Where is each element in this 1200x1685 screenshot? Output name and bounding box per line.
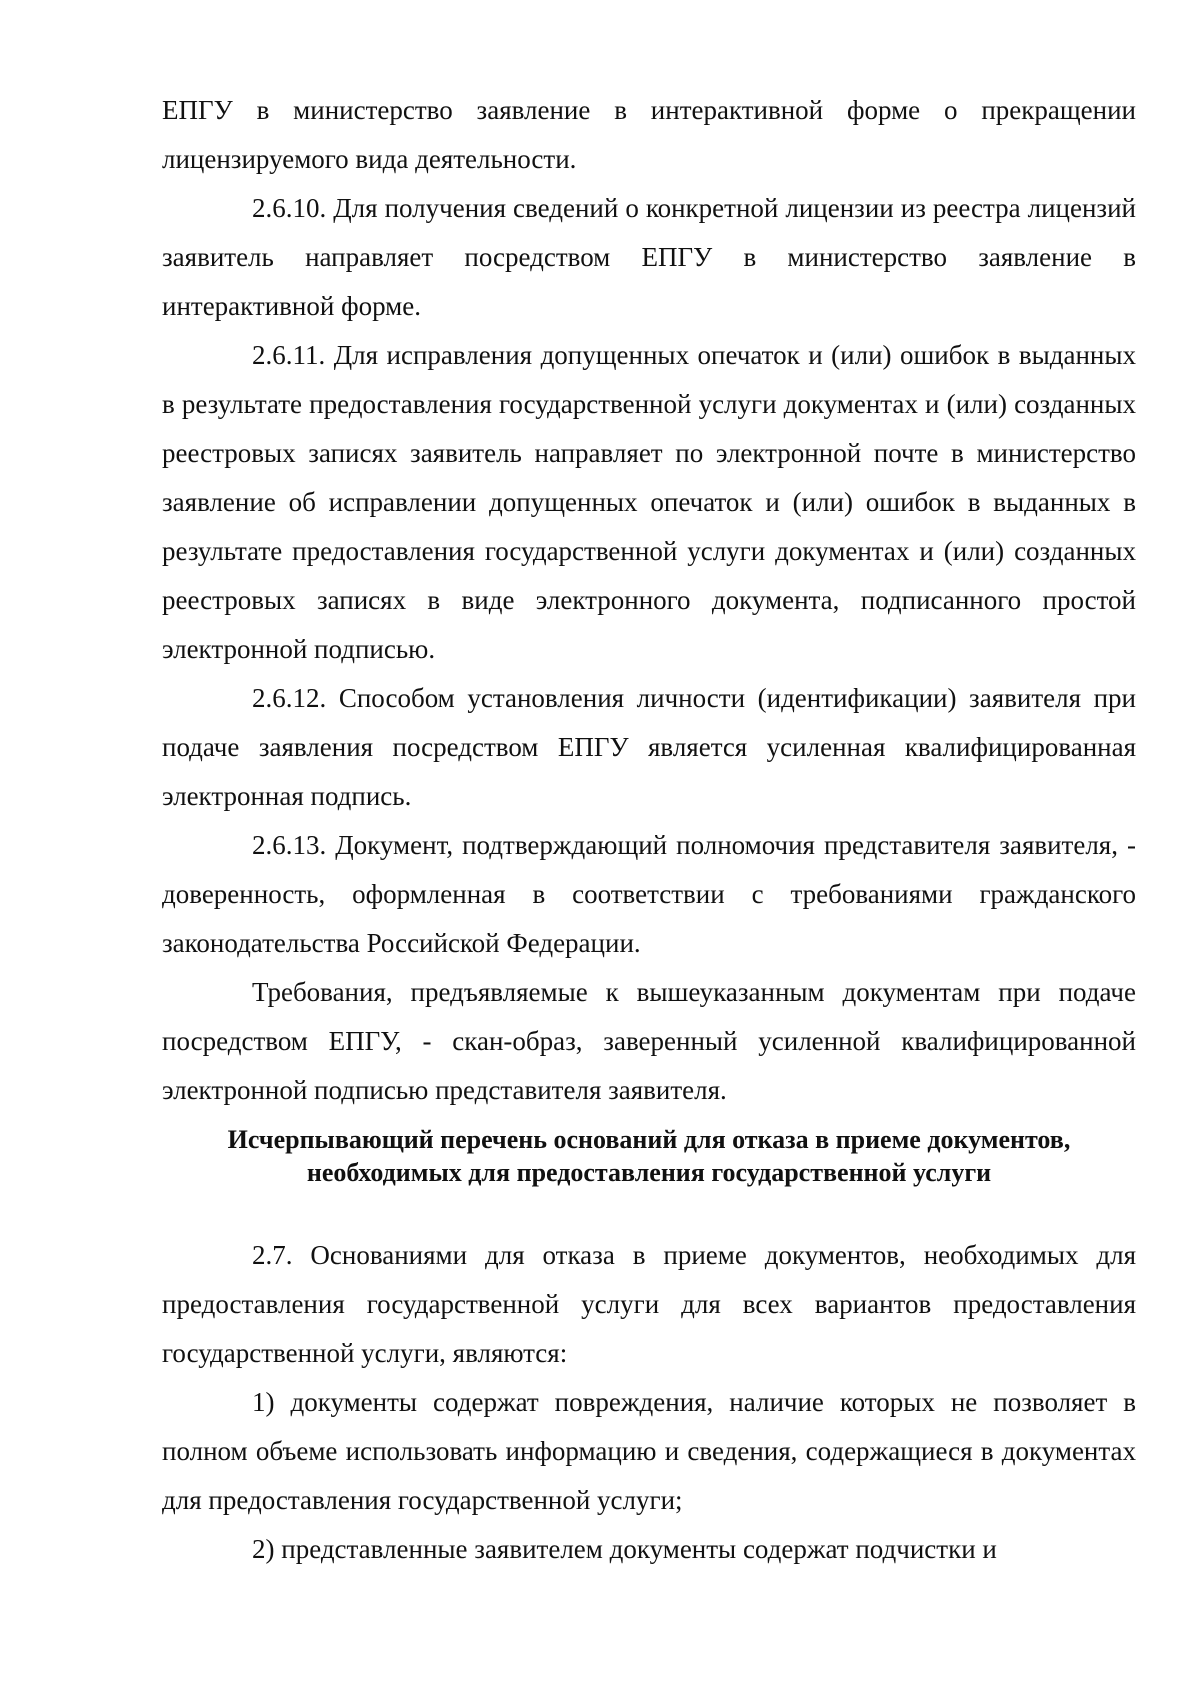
section-heading (162, 1123, 1136, 1189)
section-heading-line2: необходимых для предоставления государственной услуги (306, 1158, 992, 1187)
paragraph-2-6-10: 2.6.10. Для получения сведений о конкретной лицензии из реестра лицензий заявитель направляет посредством ЕПГУ в министерство заявление в интерактивной форме. (162, 193, 1136, 321)
paragraph-continuation: ЕПГУ в министерство заявление в интерактивной форме о прекращении лицензируемого вида деятельности. (162, 95, 1136, 174)
section-heading-line1: Исчерпывающий перечень оснований для отказа в приеме документов, (227, 1125, 1071, 1154)
list-item-2: 2) представленные заявителем документы содержат подчистки и (252, 1534, 997, 1564)
list-item-1: 1) документы содержат повреждения, наличие которых не позволяет в полном объеме использовать информацию и сведения, содержащиеся в документах для предоставления государственной услуги; (162, 1387, 1136, 1515)
paragraph-requirements: Требования, предъявляемые к вышеуказанным документам при подаче посредством ЕПГУ, - скан-образ, заверенный усиленной квалифицированной электронной подписью представителя заявителя. (162, 977, 1136, 1105)
paragraph-2-6-12: 2.6.12. Способом установления личности (идентификации) заявителя при подаче заявления посредством ЕПГУ является усиленная квалифицированная электронная подпись. (162, 683, 1136, 811)
document-page (162, 86, 1136, 1574)
paragraph-2-6-11: 2.6.11. Для исправления допущенных опечаток и (или) ошибок в выданных в результате предоставления государственной услуги документах и (или) созданных реестровых записях заявитель направляет по электронной почте в министерство заявление об исправлении допущенных опечаток и (или) ошибок в выданных в результате предоставления государственной услуги документах и (или) созданных реестровых записях в виде электронного документа, подписанного простой электронной подписью. (162, 340, 1136, 664)
paragraph-2-6-13: 2.6.13. Документ, подтверждающий полномочия представителя заявителя, - доверенность, оформленная в соответствии с требованиями гражданского законодательства Российской Федерации. (162, 830, 1136, 958)
paragraph-2-7: 2.7. Основаниями для отказа в приеме документов, необходимых для предоставления государственной услуги для всех вариантов предоставления государственной услуги, являются: (162, 1240, 1136, 1368)
